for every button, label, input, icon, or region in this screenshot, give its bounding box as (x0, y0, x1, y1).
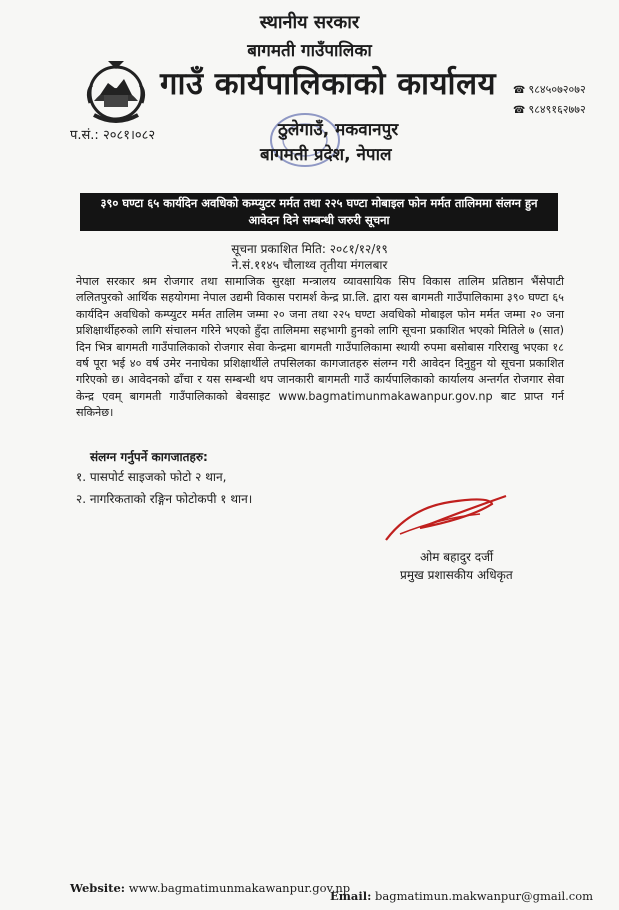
header-province: बागमती प्रदेश, नेपाल (260, 145, 392, 165)
website-label: Website: (70, 881, 126, 895)
header-office-title: गाउँ कार्यपालिकाको कार्यालय (160, 66, 497, 102)
signature (380, 488, 520, 548)
signatory-title: प्रमुख प्रशासकीय अधिकृत (400, 568, 513, 582)
header-local-government: स्थानीय सरकार (259, 12, 360, 33)
notice-headline: ३९० घण्टा ६५ कार्यदिन अवधिको कम्प्युटर मर्मत तथा २२५ घण्टा मोबाइल फोन मर्मत तालिममा संलग्न हुन आवेदन दिने सम्बन्धी जरुरी सूचना (80, 193, 558, 231)
email-label: Email: (330, 889, 372, 903)
nepal-era-date: ने.सं.११४५ चौलाथ्व तृतीया मंगलबार (231, 258, 388, 272)
phone-number: ☎ ९८४५०७२०७२ (513, 80, 586, 100)
reference-number: प.सं.: २०८१।०८२ (70, 128, 156, 143)
requirements-title: संलग्न गर्नुपर्ने कागजातहरु: (90, 450, 208, 464)
phone-list (513, 80, 586, 120)
email-link[interactable]: bagmatimun.makwanpur@gmail.com (375, 889, 594, 903)
header-district: ठुलेगाउँ, मकवानपुर (278, 120, 399, 140)
header-municipality: बागमती गाउँपालिका (247, 41, 372, 61)
notice-body: नेपाल सरकार श्रम रोजगार तथा सामाजिक सुरक्षा मन्त्रालय व्यावसायिक सिप विकास तालिम प्रतिष्ठान भैंसेपाटी ललितपुरको आर्थिक सहयोगमा नेपाल उद्यमी विकास परामर्श केन्द्र प्रा.लि. द्वारा यस बागमती गाउँपालिकामा ३९० घण्टा ६५ कार्यदिन अवधिको कम्प्युटर मर्मत तालिम जम्मा २० जना तथा २२५ घण्टा अवधिको मोबाइल फोन मर्मत जम्मा २० जना प्रशिक्षार्थीहरुको लागि संचालन गरिने भएको हुँदा तालिममा सहभागी हुनको लागि सूचना प्रकाशित भएको मितिले ७ (सात) दिन भित्र बागमती गाउँपालिकाको रोजगार सेवा केन्द्रमा बागमती गाउँपालिकामा स्थायी रुपमा बसोबास गरिराखु भएका १८ वर्ष पूरा भई ४० वर्ष उमेर ननाघेका प्रशिक्षार्थीले तपसिलका कागजातहरु संलग्न गरी आवेदन दिनुहुन यो सूचना प्रकाशित गरिएको छ। आवेदनको ढाँचा र यस सम्बन्धी थप जानकारी बागमती गाउँ कार्यपालिकाको कार्यालय अन्तर्गत रोजगार सेवा केन्द्र एवम् बागमती गाउँपालिकाको बेवसाइट www.bagmatimunmakawanpur.gov.np बाट प्राप्त गर्न सकिनेछ। (76, 275, 564, 420)
published-date: सूचना प्रकाशित मिति: २०८१/१२/१९ (231, 242, 388, 256)
phone-number: ☎ ९८४९१६२७७२ (513, 100, 586, 120)
list-item: १. पासपोर्ट साइजको फोटो २ थान, (76, 470, 227, 484)
phone-icon: ☎ (513, 85, 526, 96)
footer-email (330, 889, 593, 903)
footer-website (70, 881, 350, 895)
phone-icon: ☎ (513, 105, 526, 116)
website-link[interactable]: www.bagmatimunmakawanpur.gov.np (128, 881, 351, 895)
requirements-list (76, 466, 252, 510)
list-item: २. नागरिकताको रङ्गिन फोटोकपी १ थान। (76, 492, 253, 506)
nepal-emblem-icon (80, 55, 152, 127)
signatory-name: ओम बहादुर दर्जी (420, 550, 494, 564)
